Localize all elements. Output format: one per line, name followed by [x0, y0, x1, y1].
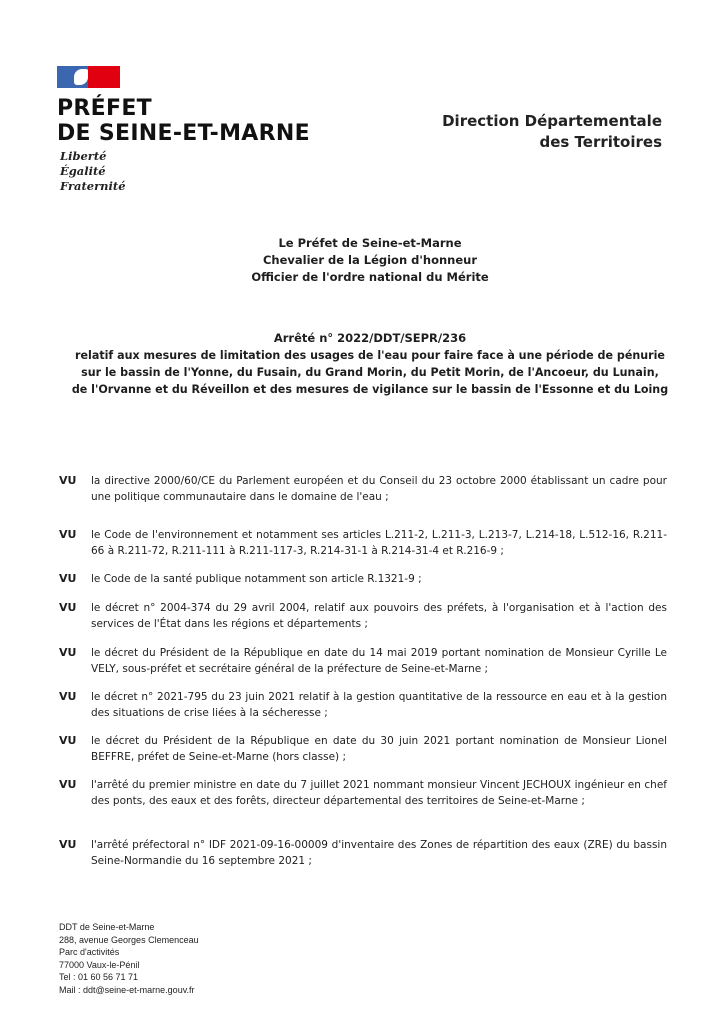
prefet-title [57, 96, 310, 146]
footer-line: 77000 Vaux-le-Pénil [59, 959, 140, 970]
visa-item [59, 600, 667, 632]
republic-motto [60, 149, 126, 194]
visa-label: VU [59, 778, 77, 791]
arrete-subject-line: de l'Orvanne et du Réveillon et des mesures de vigilance sur le bassin de l'Essonne et du Loing [71, 383, 669, 396]
arrete-title [50, 330, 690, 398]
visa-text: le décret du Président de la République en date du 30 juin 2021 portant nomination de Monsieur Lionel BEFFRE, préfet de Seine-et-Marne (hors classe) ; [91, 735, 667, 763]
prefet-line: DE SEINE-ET-MARNE [57, 121, 310, 146]
visa-label: VU [59, 646, 77, 659]
motto-line: Liberté [60, 149, 107, 163]
prefet-line: PRÉFET [57, 96, 152, 121]
footer-line: Parc d'activités [59, 947, 120, 958]
visa-text: le décret n° 2021-795 du 23 juin 2021 relatif à la gestion quantitative de la ressource en eau et à la gestion des situations de crise liées à la sécheresse ; [91, 691, 667, 719]
marianne-profile-icon [74, 69, 88, 85]
arrete-number: Arrêté n° 2022/DDT/SEPR/236 [273, 331, 467, 345]
visa-text: la directive 2000/60/CE du Parlement européen et du Conseil du 23 octobre 2000 établissant un cadre pour une politique communautaire dans le domaine de l'eau ; [91, 475, 667, 503]
visa-text: le décret n° 2004-374 du 29 avril 2004, relatif aux pouvoirs des préfets, à l'organisation et à l'action des services de l'État dans les régions et départements ; [91, 602, 667, 630]
visa-item [59, 733, 667, 765]
visa-label: VU [59, 528, 77, 541]
arrete-subject-line: relatif aux mesures de limitation des usages de l'eau pour faire face à une période de pénurie [75, 349, 665, 362]
logo-blue-band [57, 66, 88, 88]
logo-red-band [88, 66, 120, 88]
visa-item [59, 473, 667, 505]
footer-address [59, 921, 199, 997]
visa-label: VU [59, 734, 77, 747]
authority-line: Le Préfet de Seine-et-Marne [278, 236, 462, 250]
footer-line: Tel : 01 60 56 71 71 [59, 972, 139, 983]
visa-item [59, 777, 667, 809]
visa-label: VU [59, 474, 77, 487]
footer-email: Mail : ddt@seine-et-marne.gouv.fr [59, 984, 195, 995]
visa-item [59, 645, 667, 677]
visa-label: VU [59, 690, 77, 703]
authority-line: Chevalier de la Légion d'honneur [262, 253, 478, 267]
motto-line: Fraternité [60, 179, 126, 193]
visa-text: le décret du Président de la République en date du 14 mai 2019 portant nomination de Monsieur Cyrille Le VELY, sous-préfet et secrétaire général de la préfecture de Seine-et-Marne ; [91, 647, 667, 675]
visa-text: le Code de l'environnement et notamment ses articles L.211-2, L.211-3, L.213-7, L.214-18, L.512-16, R.211-66 à R.211-72, R.211-111 à R.211-117-3, R.214-31-1 à R.214-31-4 et R.216-9 ; [91, 529, 667, 557]
issuing-direction [442, 111, 662, 153]
arrete-subject-line: sur le bassin de l'Yonne, du Fusain, du Grand Morin, du Petit Morin, de l'Ancoeur, du Lunain, [81, 366, 659, 379]
visa-item [59, 837, 667, 869]
footer-line: DDT de Seine-et-Marne [59, 922, 155, 932]
authority-block [50, 235, 690, 286]
visa-label: VU [59, 572, 77, 585]
direction-line: des Territoires [539, 133, 662, 151]
visa-item [59, 527, 667, 559]
visa-label: VU [59, 601, 77, 614]
visa-item [59, 689, 667, 721]
visa-text: l'arrêté du premier ministre en date du 7 juillet 2021 nommant monsieur Vincent JECHOUX ingénieur en chef des ponts, des eaux et des forêts, directeur départemental des territoires de Seine-et-Marne ; [91, 779, 667, 807]
republic-logo [57, 66, 120, 88]
visa-text: le Code de la santé publique notamment son article R.1321-9 ; [91, 573, 422, 585]
footer-line: 288, avenue Georges Clemenceau [59, 934, 199, 945]
authority-line: Officier de l'ordre national du Mérite [251, 270, 489, 284]
motto-line: Égalité [60, 164, 106, 178]
direction-line: Direction Départementale [442, 112, 662, 130]
visa-text: l'arrêté préfectoral n° IDF 2021-09-16-00009 d'inventaire des Zones de répartition des eaux (ZRE) du bassin Seine-Normandie du 16 septembre 2021 ; [91, 839, 667, 867]
visa-label: VU [59, 838, 77, 851]
visa-item [59, 571, 667, 587]
